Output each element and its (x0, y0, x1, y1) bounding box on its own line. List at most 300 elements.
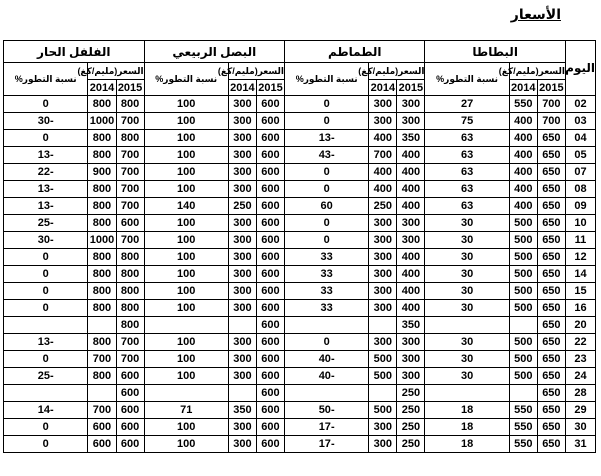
price-2014-cell: 300 (228, 96, 256, 113)
price-2014-cell: 800 (88, 96, 116, 113)
price-2015-cell: 650 (537, 266, 565, 283)
table-row (4, 283, 596, 300)
price-2014-cell: 550 (509, 419, 537, 436)
table-row (4, 113, 596, 130)
evolution-header: نسبة التطور% (285, 63, 369, 96)
price-2014-cell: 300 (228, 283, 256, 300)
evolution-cell: 30 (425, 232, 509, 249)
price-2015-cell: 650 (537, 249, 565, 266)
evolution-cell: 100 (144, 266, 228, 283)
day-cell: 15 (565, 283, 595, 300)
price-2015-cell: 250 (397, 436, 425, 453)
price-2014-cell: 700 (88, 351, 116, 368)
price-2014-cell: 300 (369, 283, 397, 300)
price-2014-cell: 550 (509, 96, 537, 113)
table-row (4, 181, 596, 198)
evolution-cell: 30 (425, 351, 509, 368)
evolution-cell: 100 (144, 96, 228, 113)
evolution-cell: 18 (425, 436, 509, 453)
price-2014-cell: 800 (88, 266, 116, 283)
year-2014-header: 2014 (370, 81, 396, 94)
evolution-cell: 100 (144, 351, 228, 368)
day-cell: 10 (565, 215, 595, 232)
day-cell: 14 (565, 266, 595, 283)
evolution-cell: 100 (144, 181, 228, 198)
year-2015-header: 2015 (398, 81, 424, 94)
price-2014-cell: 300 (369, 334, 397, 351)
table-row (4, 164, 596, 181)
price-header: السعر(مليم/كغ) (88, 63, 144, 80)
price-2015-cell: 300 (397, 334, 425, 351)
evolution-cell: 63 (425, 147, 509, 164)
evolution-cell: 0 (4, 300, 88, 317)
day-cell: 11 (565, 232, 595, 249)
price-2015-cell: 700 (116, 334, 144, 351)
price-2015-cell: 600 (256, 113, 284, 130)
price-2015-cell: 650 (537, 402, 565, 419)
price-2015-cell: 400 (397, 181, 425, 198)
price-2015-cell: 650 (537, 368, 565, 385)
evolution-cell: -22 (4, 164, 88, 181)
price-2014-cell: 350 (228, 402, 256, 419)
evolution-cell: 100 (144, 164, 228, 181)
evolution-cell: -30 (4, 232, 88, 249)
evolution-cell: -43 (285, 147, 369, 164)
price-2014-cell: 300 (369, 436, 397, 453)
evolution-cell: 100 (144, 334, 228, 351)
price-2015-cell: 700 (116, 113, 144, 130)
evolution-cell: 63 (425, 164, 509, 181)
evolution-cell: 33 (285, 249, 369, 266)
price-2015-cell: 600 (256, 249, 284, 266)
price-2014-cell: 300 (228, 368, 256, 385)
evolution-cell (144, 317, 228, 334)
price-2015-cell: 650 (537, 300, 565, 317)
day-header: اليوم (565, 41, 595, 96)
price-2015-cell: 600 (256, 300, 284, 317)
price-2015-cell: 600 (116, 402, 144, 419)
table-row (4, 96, 596, 113)
price-2015-cell: 300 (397, 215, 425, 232)
evolution-cell: -13 (4, 147, 88, 164)
product-header-tomato: الطماطم (285, 41, 425, 63)
price-2015-cell: 800 (116, 96, 144, 113)
price-2015-cell: 600 (256, 198, 284, 215)
price-2015-cell: 600 (256, 181, 284, 198)
evolution-cell: -25 (4, 368, 88, 385)
evolution-header: نسبة التطور% (4, 63, 88, 96)
price-2015-cell: 400 (397, 283, 425, 300)
price-2015-cell: 350 (397, 130, 425, 147)
price-2014-cell: 400 (509, 164, 537, 181)
evolution-cell: -13 (4, 334, 88, 351)
evolution-cell: 100 (144, 419, 228, 436)
price-2015-cell: 700 (116, 147, 144, 164)
table-row (4, 334, 596, 351)
table-row (4, 385, 596, 402)
price-2014-cell: 500 (509, 368, 537, 385)
price-2014-cell: 500 (369, 368, 397, 385)
evolution-cell: 0 (4, 419, 88, 436)
price-2014-cell: 300 (369, 249, 397, 266)
price-2015-cell: 600 (256, 283, 284, 300)
price-2015-cell: 600 (256, 215, 284, 232)
price-2015-cell: 300 (397, 368, 425, 385)
table-row (4, 300, 596, 317)
price-2014-cell: 800 (88, 198, 116, 215)
price-2015-cell: 600 (116, 419, 144, 436)
price-2014-cell: 800 (88, 215, 116, 232)
evolution-cell: 30 (425, 334, 509, 351)
evolution-cell: 0 (285, 164, 369, 181)
evolution-cell: 63 (425, 198, 509, 215)
evolution-cell: 100 (144, 215, 228, 232)
price-2015-cell: 600 (116, 215, 144, 232)
day-cell: 04 (565, 130, 595, 147)
evolution-cell (425, 385, 509, 402)
evolution-cell: 33 (285, 283, 369, 300)
price-2015-cell: 250 (397, 419, 425, 436)
evolution-cell: 30 (425, 300, 509, 317)
price-2015-cell: 600 (256, 317, 284, 334)
day-cell: 22 (565, 334, 595, 351)
price-2014-cell: 300 (228, 113, 256, 130)
price-2015-cell: 600 (256, 334, 284, 351)
product-header-hot-pepper: الفلفل الحار (4, 41, 145, 63)
price-2015-cell: 600 (256, 266, 284, 283)
table-row (4, 368, 596, 385)
price-2014-cell: 500 (509, 232, 537, 249)
table-row (4, 130, 596, 147)
price-2015-cell: 400 (397, 147, 425, 164)
price-2014-cell: 800 (88, 368, 116, 385)
evolution-cell: 100 (144, 113, 228, 130)
price-2015-cell: 600 (256, 96, 284, 113)
day-cell: 02 (565, 96, 595, 113)
price-2015-cell: 600 (116, 385, 144, 402)
price-2014-cell: 800 (88, 300, 116, 317)
price-2015-cell: 600 (256, 164, 284, 181)
price-2014-cell: 500 (509, 283, 537, 300)
table-row (4, 147, 596, 164)
evolution-cell (425, 317, 509, 334)
price-2014-cell: 800 (88, 334, 116, 351)
year-2015-header: 2015 (539, 81, 564, 94)
evolution-cell: 0 (285, 96, 369, 113)
price-2015-cell: 600 (256, 130, 284, 147)
price-2015-cell: 700 (116, 232, 144, 249)
price-2015-cell: 350 (397, 317, 425, 334)
evolution-cell: 0 (285, 334, 369, 351)
evolution-cell: 30 (425, 283, 509, 300)
price-2015-cell: 650 (537, 351, 565, 368)
price-2015-cell: 600 (256, 147, 284, 164)
evolution-cell: 0 (285, 113, 369, 130)
price-2015-cell: 300 (397, 113, 425, 130)
price-2015-cell: 650 (537, 385, 565, 402)
day-cell: 24 (565, 368, 595, 385)
evolution-cell: 0 (285, 232, 369, 249)
price-2014-cell: 300 (228, 300, 256, 317)
price-2015-cell: 400 (397, 198, 425, 215)
evolution-cell (144, 385, 228, 402)
price-2014-cell: 400 (509, 181, 537, 198)
day-cell: 05 (565, 147, 595, 164)
table-row (4, 266, 596, 283)
evolution-cell: 100 (144, 130, 228, 147)
evolution-cell: 30 (425, 249, 509, 266)
price-2014-cell: 700 (369, 147, 397, 164)
price-2015-cell: 650 (537, 283, 565, 300)
evolution-cell: 0 (4, 130, 88, 147)
price-2015-cell: 600 (256, 351, 284, 368)
price-2015-cell: 650 (537, 334, 565, 351)
evolution-cell: 140 (144, 198, 228, 215)
price-2014-cell (88, 317, 116, 334)
price-2015-cell: 700 (537, 113, 565, 130)
price-2014-cell: 300 (369, 419, 397, 436)
evolution-cell: -17 (285, 436, 369, 453)
evolution-cell: 33 (285, 266, 369, 283)
day-cell: 08 (565, 181, 595, 198)
evolution-cell: -40 (285, 368, 369, 385)
price-2015-cell: 250 (397, 402, 425, 419)
price-2014-cell: 600 (88, 419, 116, 436)
price-2015-cell: 600 (116, 436, 144, 453)
price-2015-cell: 600 (256, 368, 284, 385)
price-2015-cell: 250 (397, 385, 425, 402)
day-cell: 20 (565, 317, 595, 334)
price-2015-cell: 800 (116, 283, 144, 300)
evolution-cell: -13 (4, 181, 88, 198)
evolution-cell (4, 317, 88, 334)
price-2014-cell: 300 (228, 181, 256, 198)
evolution-cell: -13 (285, 130, 369, 147)
price-2014-cell: 300 (228, 436, 256, 453)
evolution-cell: 27 (425, 96, 509, 113)
day-cell: 03 (565, 113, 595, 130)
price-2014-cell: 800 (88, 130, 116, 147)
price-2014-cell: 250 (369, 198, 397, 215)
price-2014-cell: 550 (509, 402, 537, 419)
price-header: السعر(مليم/كغ) (369, 63, 425, 80)
price-2015-cell: 700 (116, 164, 144, 181)
evolution-cell: 0 (4, 283, 88, 300)
price-2014-cell: 500 (509, 249, 537, 266)
price-2014-cell: 900 (88, 164, 116, 181)
price-2014-cell: 500 (509, 215, 537, 232)
year-2015-header: 2015 (117, 81, 143, 94)
year-2014-header: 2014 (89, 81, 115, 94)
evolution-cell: 30 (425, 266, 509, 283)
evolution-cell (285, 317, 369, 334)
price-2014-cell: 400 (369, 130, 397, 147)
price-2014-cell: 700 (88, 402, 116, 419)
price-2014-cell: 300 (369, 232, 397, 249)
evolution-cell: 100 (144, 283, 228, 300)
price-2014-cell: 550 (509, 436, 537, 453)
evolution-cell: 100 (144, 300, 228, 317)
price-2014-cell: 600 (88, 436, 116, 453)
price-header: السعر(مليم/كغ) (509, 63, 565, 80)
year-2015-header: 2015 (258, 81, 283, 94)
price-2015-cell: 700 (116, 198, 144, 215)
price-2015-cell: 800 (116, 130, 144, 147)
price-2014-cell: 300 (228, 232, 256, 249)
table-row (4, 198, 596, 215)
day-cell: 28 (565, 385, 595, 402)
price-2015-cell: 600 (256, 436, 284, 453)
price-2015-cell: 400 (397, 249, 425, 266)
price-2014-cell: 300 (228, 164, 256, 181)
table-row (4, 215, 596, 232)
prices-table (3, 40, 596, 453)
price-2015-cell: 300 (397, 232, 425, 249)
table-row (4, 351, 596, 368)
evolution-header: نسبة التطور% (425, 63, 509, 96)
price-2015-cell: 650 (537, 436, 565, 453)
price-2015-cell: 400 (397, 164, 425, 181)
price-2015-cell: 600 (256, 402, 284, 419)
price-2015-cell: 800 (116, 249, 144, 266)
price-2015-cell: 650 (537, 198, 565, 215)
evolution-cell: 30 (425, 215, 509, 232)
price-2015-cell: 800 (116, 266, 144, 283)
price-2014-cell: 300 (228, 130, 256, 147)
evolution-cell: 18 (425, 419, 509, 436)
price-2014-cell: 400 (369, 164, 397, 181)
price-2015-cell: 800 (116, 317, 144, 334)
page-title: الأسعار (510, 6, 561, 22)
price-2014-cell: 500 (509, 351, 537, 368)
price-2014-cell: 300 (228, 249, 256, 266)
evolution-cell: 75 (425, 113, 509, 130)
price-2014-cell: 800 (88, 181, 116, 198)
price-2014-cell: 300 (369, 96, 397, 113)
table-row (4, 402, 596, 419)
evolution-cell (4, 385, 88, 402)
evolution-cell: 0 (4, 96, 88, 113)
price-2015-cell: 600 (116, 368, 144, 385)
table-row (4, 317, 596, 334)
price-2014-cell: 300 (228, 147, 256, 164)
evolution-cell: 60 (285, 198, 369, 215)
price-2014-cell: 300 (228, 266, 256, 283)
year-2014-header: 2014 (230, 81, 255, 94)
price-2015-cell: 650 (537, 164, 565, 181)
price-2015-cell: 650 (537, 232, 565, 249)
price-2015-cell: 800 (116, 300, 144, 317)
price-2015-cell: 700 (116, 351, 144, 368)
price-2015-cell: 650 (537, 147, 565, 164)
price-2015-cell: 600 (256, 419, 284, 436)
price-2014-cell: 300 (228, 419, 256, 436)
price-2014-cell: 800 (88, 147, 116, 164)
day-cell: 29 (565, 402, 595, 419)
evolution-cell: 63 (425, 181, 509, 198)
evolution-header: نسبة التطور% (144, 63, 228, 96)
price-2014-cell: 400 (509, 130, 537, 147)
evolution-cell: 0 (4, 351, 88, 368)
price-2014-cell: 400 (369, 181, 397, 198)
price-2014-cell: 300 (369, 266, 397, 283)
evolution-cell: 0 (285, 181, 369, 198)
product-header-potato: البطاطا (425, 41, 565, 63)
price-2014-cell: 300 (228, 215, 256, 232)
evolution-cell: 0 (4, 249, 88, 266)
price-2014-cell: 400 (509, 147, 537, 164)
evolution-cell: -13 (4, 198, 88, 215)
evolution-cell: 0 (4, 266, 88, 283)
price-2014-cell (369, 317, 397, 334)
price-2014-cell (509, 317, 537, 334)
evolution-cell: -14 (4, 402, 88, 419)
evolution-cell: 100 (144, 147, 228, 164)
price-2014-cell: 500 (509, 266, 537, 283)
price-2014-cell: 300 (228, 334, 256, 351)
evolution-cell: 18 (425, 402, 509, 419)
price-2014-cell (369, 385, 397, 402)
evolution-cell: 0 (285, 215, 369, 232)
price-2014-cell (509, 385, 537, 402)
evolution-cell: -30 (4, 113, 88, 130)
day-cell: 23 (565, 351, 595, 368)
evolution-cell (285, 385, 369, 402)
table-row (4, 436, 596, 453)
evolution-cell: -50 (285, 402, 369, 419)
evolution-cell: -17 (285, 419, 369, 436)
price-2015-cell: 400 (397, 300, 425, 317)
price-2015-cell: 650 (537, 181, 565, 198)
evolution-cell: -40 (285, 351, 369, 368)
price-2014-cell: 300 (369, 300, 397, 317)
price-2014-cell: 500 (369, 402, 397, 419)
year-2014-header: 2014 (511, 81, 536, 94)
day-cell: 31 (565, 436, 595, 453)
evolution-cell: 100 (144, 232, 228, 249)
evolution-cell: 100 (144, 249, 228, 266)
price-2015-cell: 300 (397, 351, 425, 368)
price-2015-cell: 600 (256, 385, 284, 402)
price-2015-cell: 650 (537, 317, 565, 334)
price-2015-cell: 650 (537, 215, 565, 232)
price-2014-cell: 300 (369, 215, 397, 232)
price-2015-cell: 400 (397, 266, 425, 283)
evolution-cell: 71 (144, 402, 228, 419)
price-2014-cell: 1000 (88, 232, 116, 249)
price-2014-cell: 300 (369, 113, 397, 130)
evolution-cell: 30 (425, 368, 509, 385)
price-2014-cell (228, 317, 256, 334)
price-2015-cell: 650 (537, 130, 565, 147)
evolution-cell: 33 (285, 300, 369, 317)
price-2014-cell (228, 385, 256, 402)
day-cell: 09 (565, 198, 595, 215)
evolution-cell: 0 (4, 436, 88, 453)
price-2014-cell: 250 (228, 198, 256, 215)
price-2015-cell: 700 (116, 181, 144, 198)
price-2015-cell: 700 (537, 96, 565, 113)
price-2014-cell: 1000 (88, 113, 116, 130)
table-row (4, 232, 596, 249)
price-2014-cell: 500 (369, 351, 397, 368)
price-2015-cell: 600 (256, 232, 284, 249)
price-2015-cell: 300 (397, 96, 425, 113)
price-2014-cell: 400 (509, 198, 537, 215)
price-2015-cell: 650 (537, 419, 565, 436)
price-2014-cell: 800 (88, 249, 116, 266)
price-2014-cell: 300 (228, 351, 256, 368)
